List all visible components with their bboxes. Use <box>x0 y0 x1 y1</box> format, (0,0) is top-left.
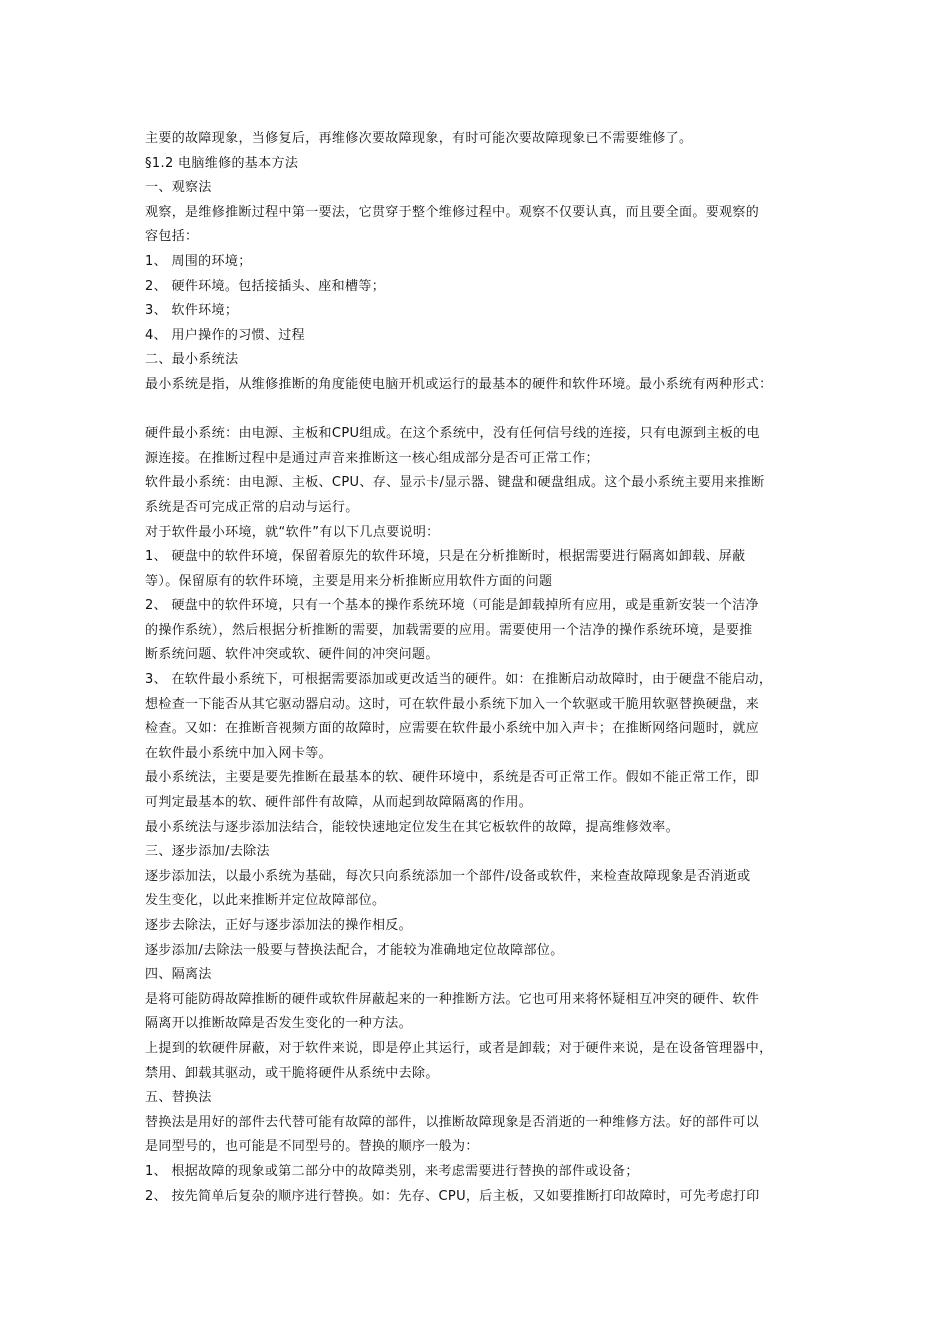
text-line: 最小系统法与逐步添加法结合，能较快速地定位发生在其它板软件的故障，提高维修效率。 <box>145 819 680 835</box>
text-line: 在软件最小系统中加入网卡等。 <box>145 745 332 761</box>
list-item: 1、 周围的环境； <box>145 253 252 269</box>
text-line: 对于软件最小环境，就“软件”有以下几点要说明： <box>145 524 440 540</box>
text-line: 硬件最小系统：由电源、主板和CPU组成。在这个系统中，没有任何信号线的连接，只有电源到主板的电 <box>145 426 760 442</box>
text-line: 断系统问题、软件冲突或软、硬件间的冲突问题。 <box>145 647 439 663</box>
text-line: 源连接。在推断过程中是通过声音来推断这一核心组成部分是否可正常工作； <box>145 450 599 466</box>
text-line: 想检查一下能否从其它驱动器启动。这时，可在软件最小系统下加入一个软驱或干脆用软驱替换硬盘，来 <box>145 696 760 712</box>
list-item: 3、 软件环境； <box>145 303 239 319</box>
document-body <box>145 127 820 1209</box>
text-line: 系统是否可完成正常的启动与运行。 <box>145 499 359 515</box>
text-line: 逐步添加/去除法一般要与替换法配合，才能较为准确地定位故障部位。 <box>145 942 564 958</box>
text-line: 上提到的软硬件屏蔽，对于软件来说，即是停止其运行，或者是卸载；对于硬件来说，是在设备管理器中， <box>145 1040 773 1056</box>
subsection-heading: 一、观察法 <box>145 180 212 196</box>
subsection-heading: 三、逐步添加/去除法 <box>145 844 270 860</box>
text-line: 禁用、卸载其驱动，或干脆将硬件从系统中去除。 <box>145 1065 439 1081</box>
text-line: 最小系统法，主要是要先推断在最基本的软、硬件环境中，系统是否可正常工作。假如不能正常工作，即 <box>145 770 760 786</box>
text-line: 软件最小系统：由电源、主板、CPU、存、显示卡/显示器、键盘和硬盘组成。这个最小系统主要用来推断 <box>145 475 765 491</box>
section-heading: §1.2 电脑维修的基本方法 <box>145 155 299 171</box>
text-line: 最小系统是指，从维修推断的角度能使电脑开机或运行的最基本的硬件和软件环境。最小系统有两种形式： <box>145 376 773 392</box>
list-item: 1、 硬盘中的软件环境，保留着原先的软件环境，只是在分析推断时，根据需要进行隔离如卸载、屏蔽 <box>145 549 746 565</box>
list-item: 2、 硬盘中的软件环境，只有一个基本的操作系统环境（可能是卸载掉所有应用，或是重新安装一个洁净 <box>145 598 759 614</box>
text-line: 隔离开以推断故障是否发生变化的一种方法。 <box>145 1016 413 1032</box>
subsection-heading: 二、最小系统法 <box>145 352 239 368</box>
subsection-heading: 四、隔离法 <box>145 967 212 983</box>
list-item: 3、 在软件最小系统下，可根据需要添加或更改适当的硬件。如：在推断启动故障时，由于硬盘不能启动， <box>145 672 773 688</box>
blank-line <box>145 398 820 423</box>
text-line: 替换法是用好的部件去代替可能有故障的部件，以推断故障现象是否消逝的一种维修方法。好的部件可以 <box>145 1114 760 1130</box>
text-line: 容包括： <box>145 229 199 245</box>
text-line: 观察，是维修推断过程中第一要法，它贯穿于整个维修过程中。观察不仅要认真，而且要全面。要观察的 <box>145 204 760 220</box>
text-line: 逐步添加法，以最小系统为基础，每次只向系统添加一个部件/设备或软件，来检查故障现象是否消逝或 <box>145 868 751 884</box>
text-line: 检查。又如：在推断音视频方面的故障时，应需要在软件最小系统中加入声卡；在推断网络问题时，就应 <box>145 721 760 737</box>
text-line: 是同型号的，也可能是不同型号的。替换的顺序一般为： <box>145 1139 479 1155</box>
text-line: 的操作系统），然后根据分析推断的需要，加载需要的应用。需要使用一个洁净的操作系统环境，是要推 <box>145 622 753 638</box>
list-item: 2、 按先简单后复杂的顺序进行替换。如：先存、CPU，后主板，又如要推断打印故障时，可先考虑打印 <box>145 1188 760 1204</box>
text-line: 主要的故障现象，当修复后，再维修次要故障现象，有时可能次要故障现象已不需要维修了。 <box>145 131 693 146</box>
list-item: 4、 用户操作的习惯、过程 <box>145 327 305 343</box>
list-item: 2、 硬件环境。包括接插头、座和槽等； <box>145 278 386 294</box>
text-line: 是将可能防碍故障推断的硬件或软件屏蔽起来的一种推断方法。它也可用来将怀疑相互冲突的硬件、软件 <box>145 991 760 1007</box>
text-line: 等）。保留原有的软件环境，主要是用来分析推断应用软件方面的问题 <box>145 573 553 589</box>
text-line: 发生变化，以此来推断并定位故障部位。 <box>145 893 386 909</box>
list-item: 1、 根据故障的现象或第二部分中的故障类别，来考虑需要进行替换的部件或设备； <box>145 1163 639 1179</box>
subsection-heading: 五、替换法 <box>145 1090 212 1106</box>
text-line: 可判定最基本的软、硬件部件有故障，从而起到故障隔离的作用。 <box>145 795 533 811</box>
text-line: 逐步去除法，正好与逐步添加法的操作相反。 <box>145 918 413 933</box>
